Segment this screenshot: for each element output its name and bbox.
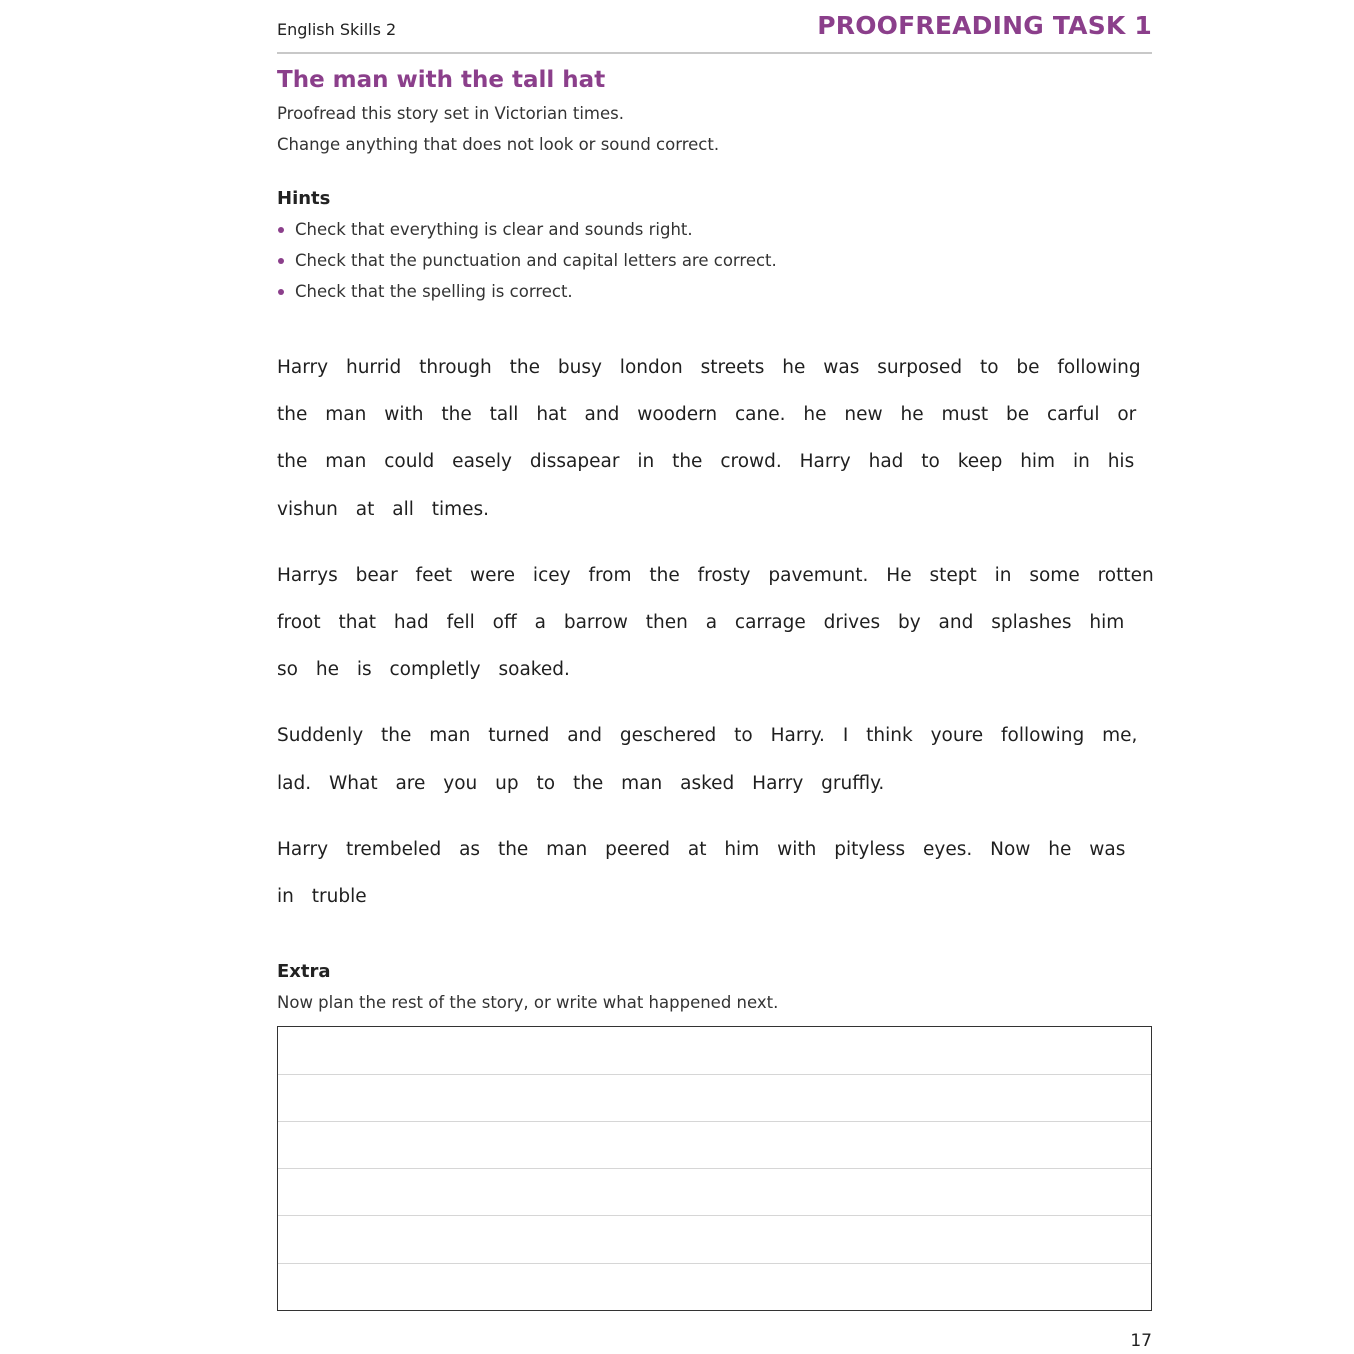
story-line: so he is completly soaked. xyxy=(277,659,570,681)
hints-heading: Hints xyxy=(277,188,331,209)
story-line: lad. What are you up to the man asked Harry gruffly. xyxy=(277,772,885,794)
story-paragraph xyxy=(277,552,1152,694)
instruction-line: Change anything that does not look or sound correct. xyxy=(277,135,720,154)
story-line: Suddenly the man turned and geschered to Harry. I think youre following me, xyxy=(277,725,1138,747)
story-line: the man with the tall hat and woodern cane. he new he must be carful or xyxy=(277,404,1137,426)
bullet-icon xyxy=(278,227,284,233)
writing-line xyxy=(278,1121,1151,1122)
story-line: vishun at all times. xyxy=(277,498,490,520)
story-paragraph xyxy=(277,712,1152,806)
hint-item xyxy=(277,251,777,282)
story-paragraph xyxy=(277,344,1152,533)
hint-text: Check that everything is clear and sounds right. xyxy=(295,220,693,239)
extra-heading: Extra xyxy=(277,961,331,982)
story-line: Harrys bear feet were icey from the frosty pavemunt. He stept in some rotten xyxy=(277,564,1154,586)
hint-text: Check that the spelling is correct. xyxy=(295,282,573,301)
writing-area[interactable] xyxy=(277,1026,1152,1311)
story-title: The man with the tall hat xyxy=(277,67,606,93)
story-text xyxy=(277,344,1152,939)
writing-line xyxy=(278,1215,1151,1216)
writing-line xyxy=(278,1263,1151,1264)
hint-text: Check that the punctuation and capital letters are correct. xyxy=(295,251,777,270)
worksheet-page xyxy=(277,0,1152,1354)
instruction-line: Proofread this story set in Victorian times. xyxy=(277,104,624,123)
story-paragraph xyxy=(277,826,1152,920)
story-line: Harry hurrid through the busy london streets he was surposed to be following xyxy=(277,357,1141,378)
hints-list xyxy=(277,220,777,313)
bullet-icon xyxy=(278,258,284,264)
task-title: PROOFREADING TASK 1 xyxy=(817,11,1152,40)
book-title: English Skills 2 xyxy=(277,20,397,39)
writing-line xyxy=(278,1074,1151,1075)
story-line: the man could easely dissapear in the crowd. Harry had to keep him in his xyxy=(277,451,1135,473)
hint-item xyxy=(277,282,777,313)
story-line: froot that had fell off a barrow then a carrage drives by and splashes him xyxy=(277,612,1125,634)
page-header xyxy=(277,0,1152,54)
page-number: 17 xyxy=(1130,1331,1152,1351)
writing-line xyxy=(278,1168,1151,1169)
hint-item xyxy=(277,220,777,251)
story-line: Harry trembeled as the man peered at him with pityless eyes. Now he was xyxy=(277,838,1126,860)
story-line: in truble xyxy=(277,886,367,908)
bullet-icon xyxy=(278,289,284,295)
extra-instruction: Now plan the rest of the story, or write what happened next. xyxy=(277,993,779,1012)
